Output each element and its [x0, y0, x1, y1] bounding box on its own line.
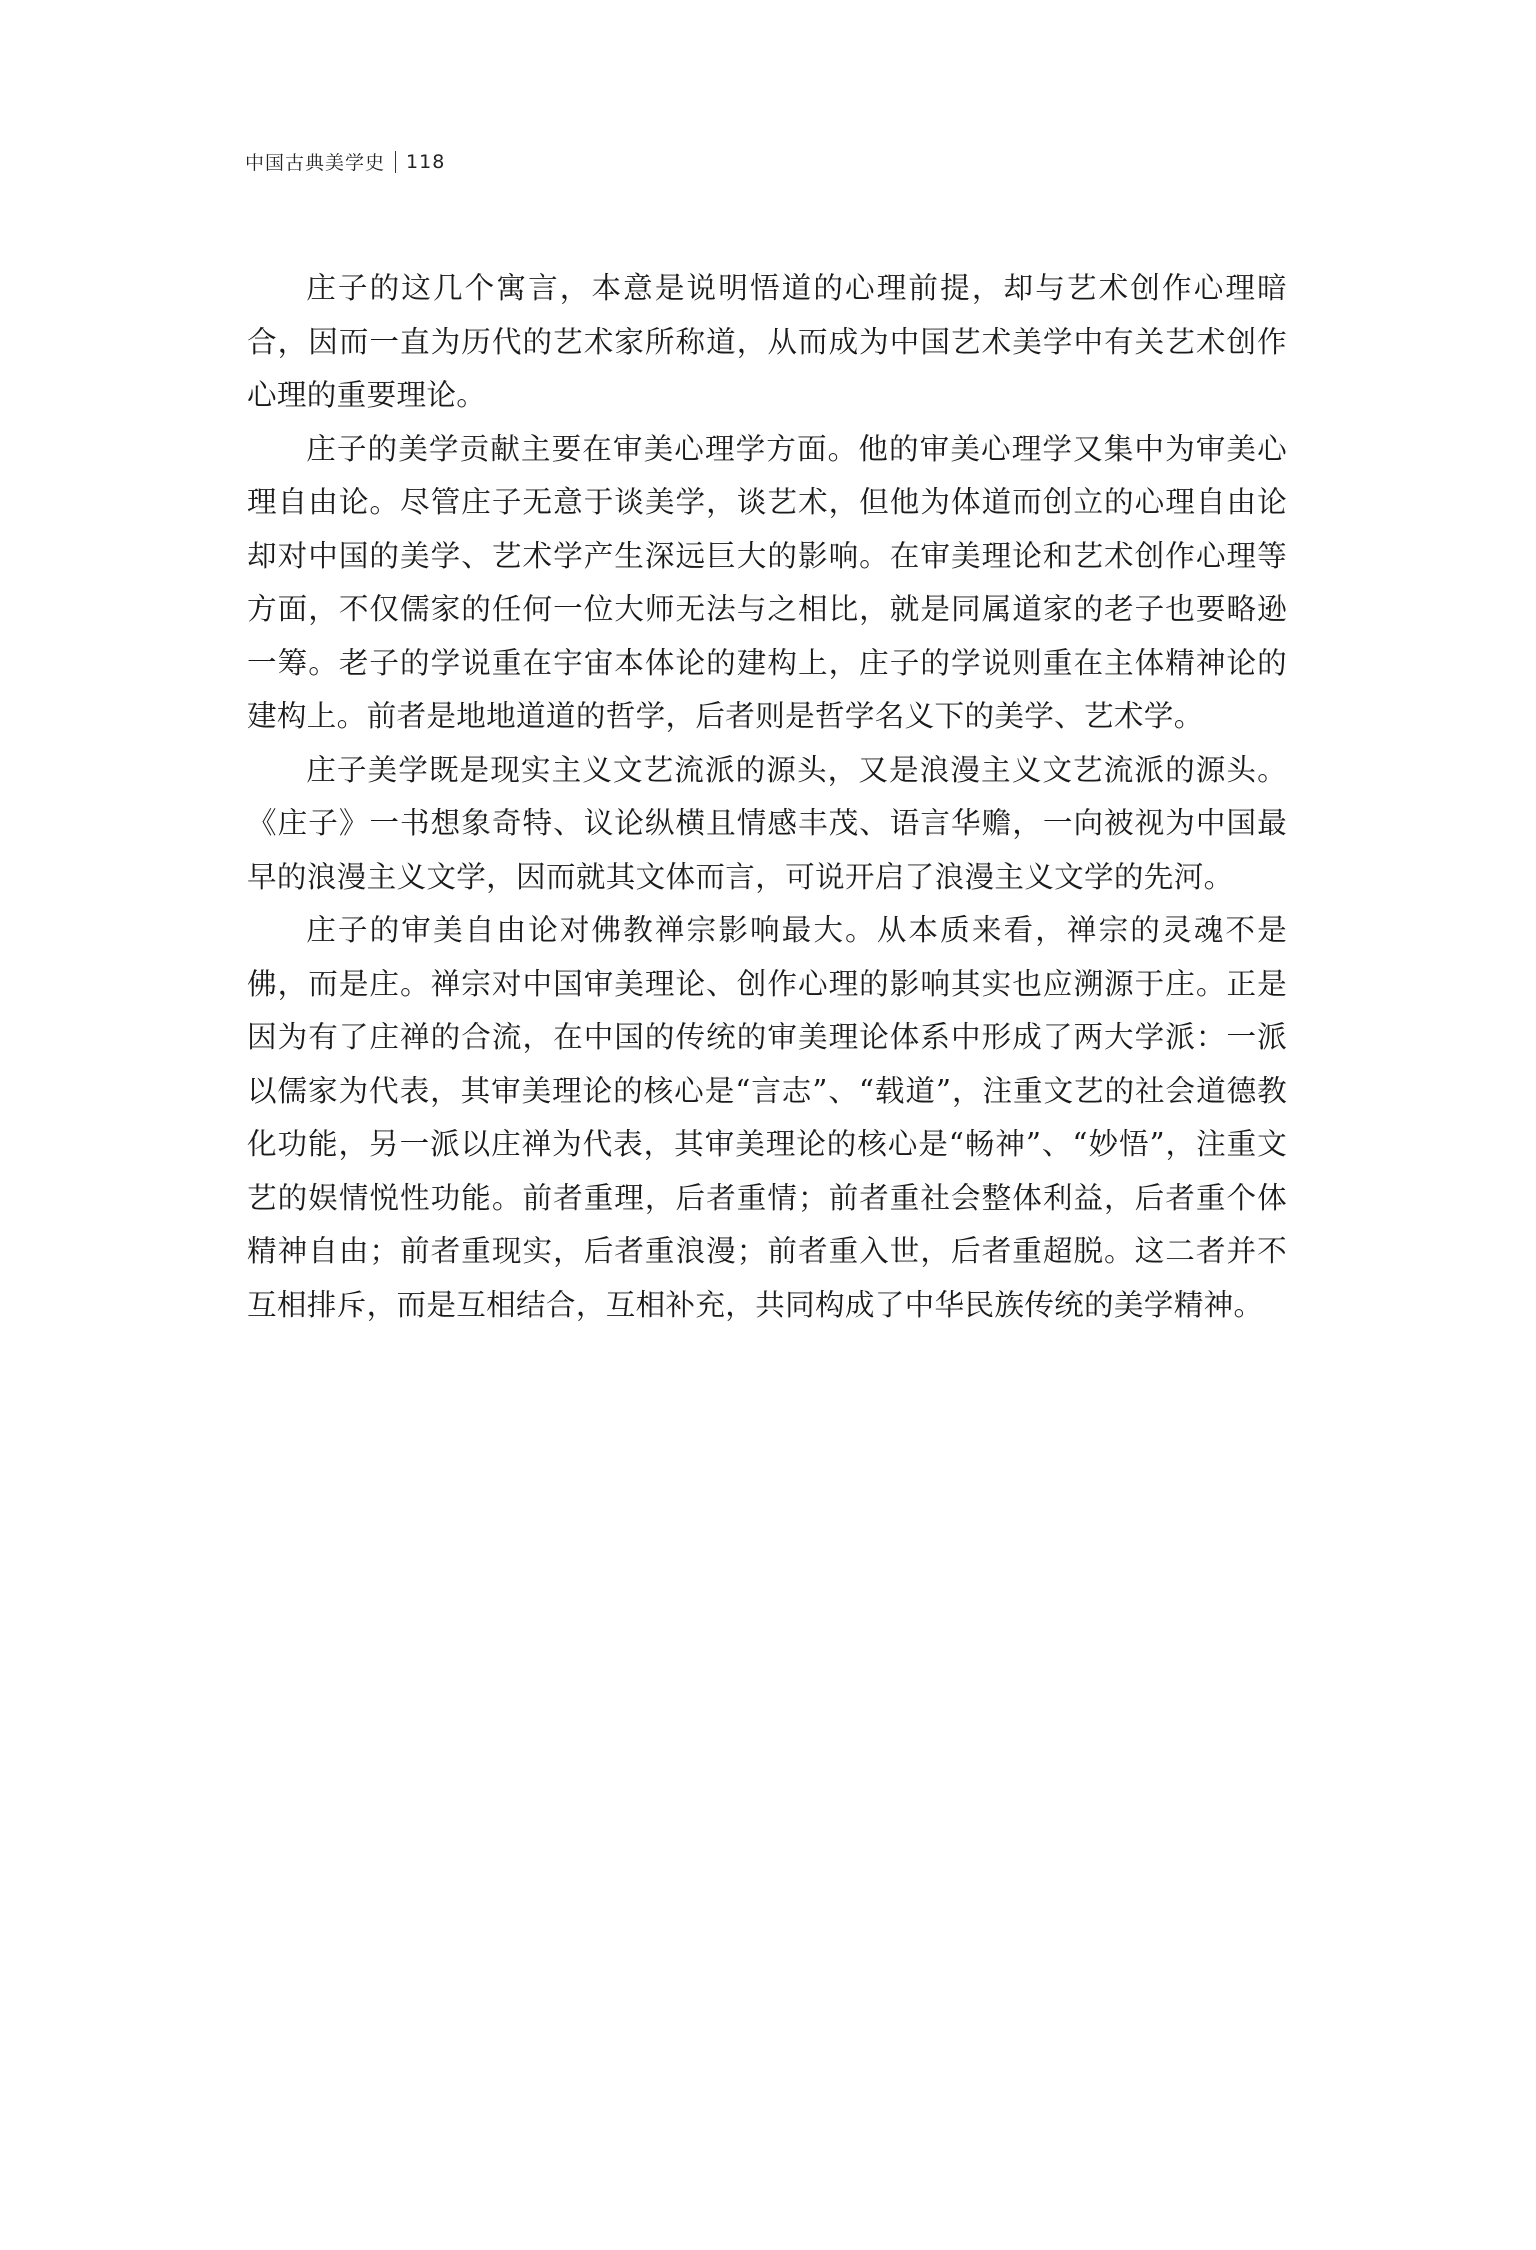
paragraph-1: 庄子的这几个寓言，本意是说明悟道的心理前提，却与艺术创作心理暗合，因而一直为历代的艺术家所称道，从而成为中国艺术美学中有关艺术创作心理的重要理论。	[247, 271, 1287, 412]
paragraph-3: 庄子美学既是现实主义文艺流派的源头，又是浪漫主义文艺流派的源头。《庄子》一书想象奇特、议论纵横且情感丰茂、语言华赡，一向被视为中国最早的浪漫主义文学，因而就其文体而言，可说开启了浪漫主义文学的先河。	[247, 752, 1287, 894]
paragraph-2: 庄子的美学贡献主要在审美心理学方面。他的审美心理学又集中为审美心理自由论。尽管庄子无意于谈美学，谈艺术，但他为体道而创立的心理自由论却对中国的美学、艺术学产生深远巨大的影响。在审美理论和艺术创作心理等方面，不仅儒家的任何一位大师无法与之相比，就是同属道家的老子也要略逊一筹。老子的学说重在宇宙本体论的建构上，庄子的学说则重在主体精神论的建构上。前者是地地道道的哲学，后者则是哲学名义下的美学、艺术学。	[247, 431, 1287, 733]
book-title: 中国古典美学史	[245, 152, 386, 174]
header-divider	[395, 151, 396, 173]
paragraph-4: 庄子的审美自由论对佛教禅宗影响最大。从本质来看，禅宗的灵魂不是佛，而是庄。禅宗对中国审美理论、创作心理的影响其实也应溯源于庄。正是因为有了庄禅的合流，在中国的传统的审美理论体系中形成了两大学派：一派以儒家为代表，其审美理论的核心是“言志”、“载道”，注重文艺的社会道德教化功能，另一派以庄禅为代表，其审美理论的核心是“畅神”、“妙悟”，注重文艺的娱情悦性功能。前者重理，后者重情；前者重社会整体利益，后者重个体精神自由；前者重现实，后者重浪漫；前者重入世，后者重超脱。这二者并不互相排斥，而是互相结合，互相补充，共同构成了中华民族传统的美学精神。	[247, 913, 1287, 1322]
running-header	[245, 148, 445, 175]
page-number: 118	[406, 150, 446, 173]
body-text	[247, 262, 1287, 1332]
